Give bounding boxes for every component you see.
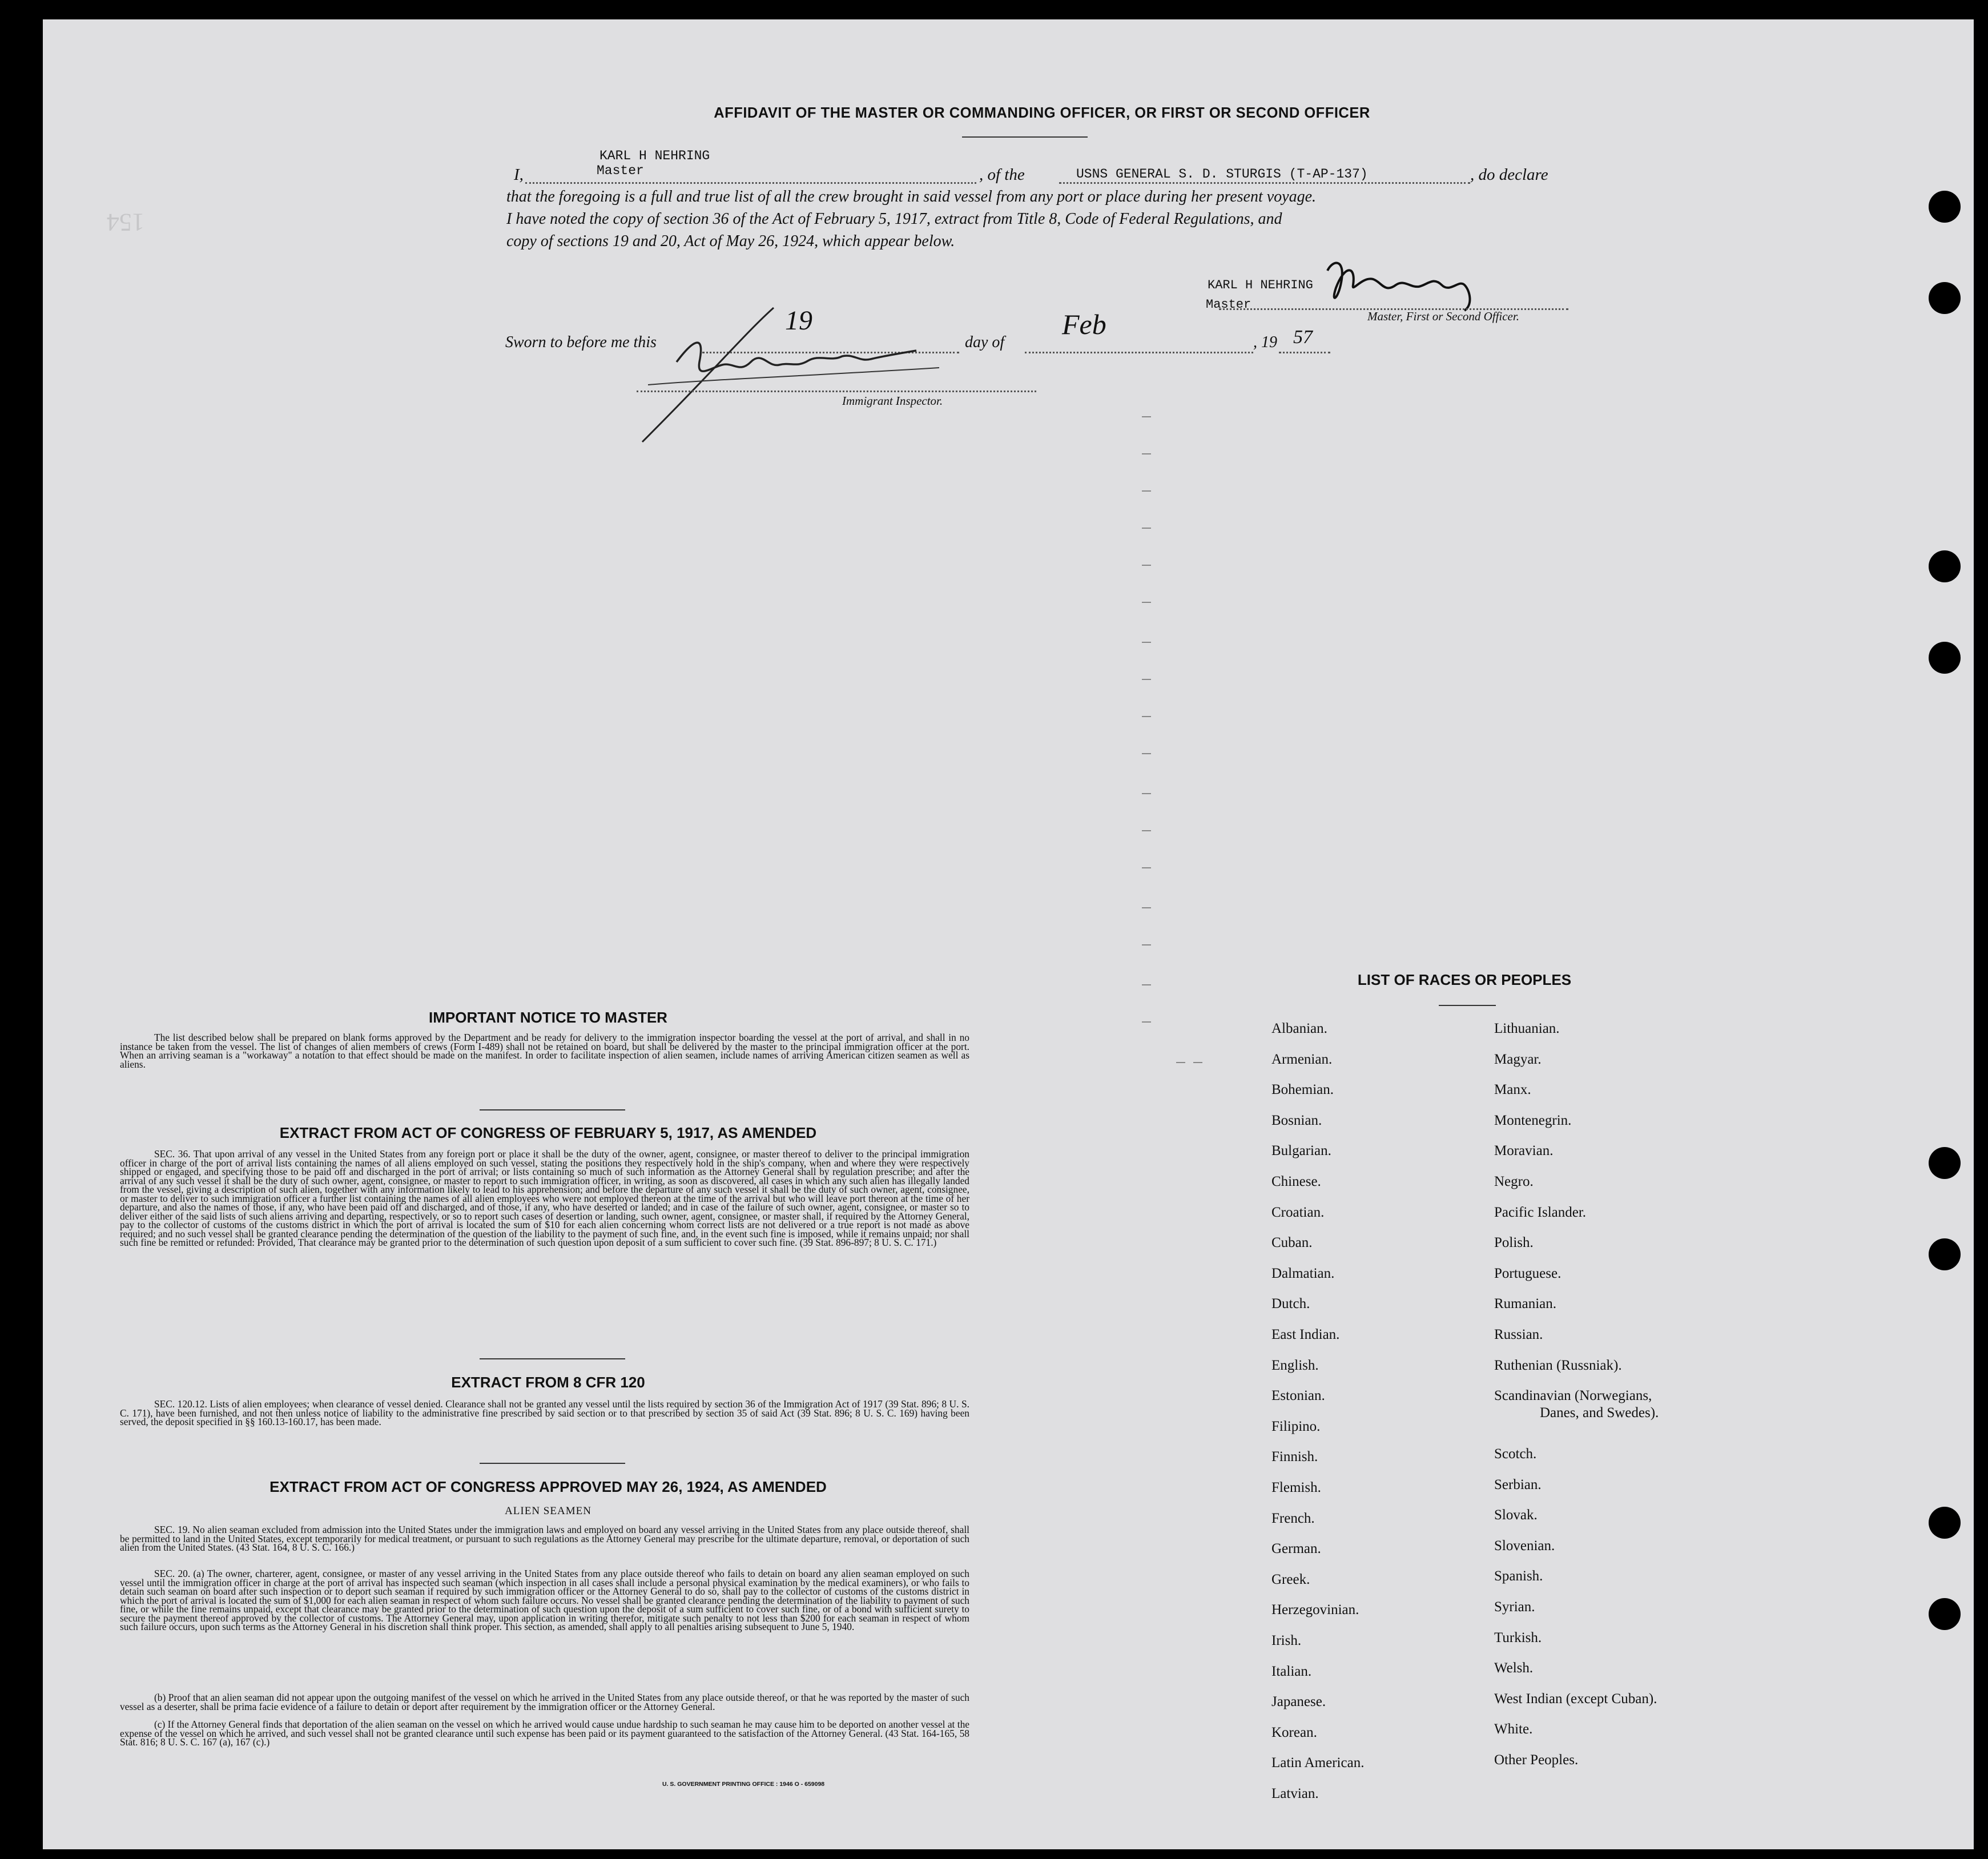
- race-item: Japanese.: [1271, 1694, 1326, 1710]
- divider-1: [480, 1109, 625, 1110]
- race-item: Manx.: [1494, 1082, 1531, 1098]
- race-item: Rumanian.: [1494, 1296, 1557, 1312]
- race-item: Danes, and Swedes).: [1540, 1405, 1659, 1421]
- document-page: [43, 19, 1974, 1849]
- race-item: Cuban.: [1271, 1235, 1313, 1251]
- day-value: 19: [785, 305, 812, 336]
- race-item: White.: [1494, 1721, 1533, 1737]
- race-item: Magyar.: [1494, 1051, 1542, 1067]
- race-item: Pacific Islander.: [1494, 1204, 1587, 1220]
- master-rank: Master: [597, 163, 644, 178]
- extract-1924-subtitle: ALIEN SEAMEN: [505, 1505, 591, 1517]
- divider-2: [480, 1358, 625, 1359]
- punch-hole: [1929, 1147, 1961, 1179]
- of-the-label: , of the: [979, 166, 1025, 184]
- i-label: I,: [514, 166, 524, 184]
- divider-3: [480, 1463, 625, 1464]
- affidavit-line-1: that the foregoing is a full and true list of all the crew brought in said vessel from any port or place during her present voyage.: [506, 188, 1317, 206]
- extract-1917-body: SEC. 36. That upon arrival of any vessel in the United States from any foreign port or place it shall be the duty of the owner, agent, consignee, or master thereof to deliver to the principal immigration officer in charge of the port of arrival lists containing the names of all aliens employed on such vessel, stating the positions they respectively hold in the ship's company, when and where they were respectively shipped or engaged, and specifying those to be paid off and discharged in the port of arrival; or lists containing so much of such information as the Attorney General shall by regulation prescribe; and after the arrival of any such vessel it shall be the duty of such owner, agent, consignee, or master to report to such immigration officer, in writing, as soon as discovered, all cases in which any such alien has illegally landed from the vessel, giving a description of such alien, together with any information likely to lead to his apprehension; and before the departure of any such vessel it shall be the duty of such owner, agent, consignee, or master to deliver to such immigration officer a further list containing the names of all alien employees who were not employed thereon at the time of the arrival but who will leave port thereon at the time of her departure, and also the names of those, if any, who have been paid off and discharged, and of those, if any, who have deserted or landed; and in case of the failure of such owner, agent, consignee, or master so to deliver either of the said lists of such aliens arriving and departing, respectively, or so to report such cases of desertion or landing, such owner, agent, consignee, or master shall, if required by the Attorney General, pay to the collector of customs of the customs district in which the port of arrival is located the sum of $10 for each alien concerning whom correct lists are not delivered or a true report is not made as above required; and no such vessel shall be granted clearance pending the determination of the question of the liability to the payment of such fine, and, in the event such fine is imposed, while it remains unpaid; nor shall such fine be remitted or refunded: Provided, That clearance may be granted prior to the determination of such question upon deposit of a sum sufficient to cover such fine. (39 Stat. 896-897; 8 U. S. C. 171.): [120, 1148, 969, 1248]
- race-item: West Indian (except Cuban).: [1494, 1691, 1657, 1707]
- margin-number: 154: [107, 208, 144, 236]
- faint-tick: [1142, 565, 1151, 566]
- punch-hole: [1929, 191, 1961, 223]
- race-item: Italian.: [1271, 1663, 1312, 1679]
- race-item: Dutch.: [1271, 1296, 1310, 1312]
- inspector-line: [637, 391, 1036, 392]
- affidavit-line-3: copy of sections 19 and 20, Act of May 26, 1924, which appear below.: [506, 232, 955, 250]
- vessel-line: [1059, 182, 1470, 184]
- race-item: Latin American.: [1271, 1755, 1365, 1771]
- race-item: Chinese.: [1271, 1174, 1321, 1189]
- name-line: [525, 182, 976, 184]
- master-stamp-name: KARL H NEHRING: [1208, 278, 1313, 292]
- inspector-caption: Immigrant Inspector.: [842, 394, 943, 408]
- faint-tick: [1176, 1062, 1185, 1063]
- faint-tick: [1142, 528, 1151, 529]
- punch-hole: [1929, 1238, 1961, 1270]
- day-of-label: day of: [965, 333, 1005, 351]
- race-item: Greek.: [1271, 1571, 1310, 1587]
- race-item: Dalmatian.: [1271, 1265, 1335, 1281]
- vessel-name: USNS GENERAL S. D. STURGIS (T-AP-137): [1076, 167, 1368, 182]
- punch-hole: [1929, 550, 1961, 582]
- month-line: [1025, 352, 1253, 353]
- notice-title: IMPORTANT NOTICE TO MASTER: [429, 1009, 667, 1026]
- faint-tick: [1142, 679, 1151, 680]
- printer-imprint: U. S. GOVERNMENT PRINTING OFFICE : 1946 O - 659098: [662, 1781, 825, 1788]
- faint-tick: [1142, 642, 1151, 643]
- race-item: Negro.: [1494, 1174, 1534, 1189]
- race-item: Albanian.: [1271, 1021, 1327, 1036]
- race-item: German.: [1271, 1541, 1321, 1557]
- race-item: Moravian.: [1494, 1143, 1554, 1159]
- punch-hole: [1929, 1507, 1961, 1539]
- race-item: French.: [1271, 1510, 1315, 1526]
- title-rule: [962, 136, 1088, 138]
- race-item: Scotch.: [1494, 1446, 1537, 1462]
- race-item: Bosnian.: [1271, 1112, 1322, 1128]
- race-item: Montenegrin.: [1494, 1112, 1572, 1128]
- race-item: Irish.: [1271, 1633, 1302, 1648]
- extract-cfr-title: EXTRACT FROM 8 CFR 120: [451, 1374, 645, 1391]
- faint-tick: [1142, 944, 1151, 945]
- race-item: Croatian.: [1271, 1204, 1325, 1220]
- races-rule: [1439, 1005, 1496, 1006]
- extract-1924-sec19: SEC. 19. No alien seaman excluded from admission into the United States under the immigration laws and employed on board any vessel arriving in the United States from any place outside thereof, shall be permitted to land in the United States, except temporarily for medical treatment, or pursuant to such regulations as the Attorney General may prescribe for the ultimate departure, removal, or deportation of such alien from the United States. (43 Stat. 164, 8 U. S. C. 166.): [120, 1524, 969, 1553]
- sworn-label: Sworn to before me this: [505, 333, 657, 351]
- month-value: Feb: [1062, 308, 1106, 340]
- race-item: Slovenian.: [1494, 1538, 1555, 1554]
- faint-tick: [1142, 907, 1151, 908]
- faint-tick: [1142, 453, 1151, 454]
- do-declare-label: , do declare: [1470, 166, 1548, 184]
- race-item: Filipino.: [1271, 1418, 1321, 1434]
- race-item: Scandinavian (Norwegians,: [1494, 1388, 1652, 1404]
- year-value: 57: [1293, 327, 1313, 348]
- race-item: Portuguese.: [1494, 1265, 1562, 1281]
- races-title: LIST OF RACES OR PEOPLES: [1357, 971, 1572, 988]
- affidavit-title: AFFIDAVIT OF THE MASTER OR COMMANDING OFFICER, OR FIRST OR SECOND OFFICER: [714, 105, 1370, 121]
- race-item: Finnish.: [1271, 1449, 1318, 1465]
- race-item: Welsh.: [1494, 1660, 1534, 1676]
- race-item: Turkish.: [1494, 1629, 1542, 1645]
- faint-tick: [1142, 602, 1151, 603]
- faint-tick: [1142, 753, 1151, 754]
- race-item: Lithuanian.: [1494, 1021, 1560, 1036]
- race-item: Ruthenian (Russniak).: [1494, 1357, 1622, 1373]
- faint-tick: [1142, 830, 1151, 831]
- extract-1924-sec20b: (b) Proof that an alien seaman did not appear upon the outgoing manifest of the vessel on which he arrived in the United States from any place outside thereof, or that he was reported by the master of such vessel as a deserter, shall be prima facie evidence of a failure to detain or deport after requirement by the immigration officer or the Attorney General.: [120, 1692, 969, 1712]
- punch-hole: [1929, 642, 1961, 674]
- race-item: Serbian.: [1494, 1476, 1542, 1492]
- race-item: Herzegovinian.: [1271, 1602, 1359, 1618]
- faint-tick: [1142, 490, 1151, 492]
- punch-hole: [1929, 1598, 1961, 1630]
- inspector-signature: [631, 299, 951, 448]
- race-item: Latvian.: [1271, 1786, 1319, 1801]
- extract-1924-sec20c: (c) If the Attorney General finds that deportation of the alien seaman on the vessel on which he arrived would cause undue hardship to such seaman he may cause him to be deported on another vessel at the expense of the vessel on which he arrived, and such vessel shall not be granted clearance until such expense has been paid or its payment guaranteed to the satisfaction of the Attorney General. (43 Stat. 164-165, 58 Stat. 816; 8 U. S. C. 167 (a), 167 (c).): [120, 1719, 969, 1748]
- faint-tick: [1142, 716, 1151, 717]
- year-line: [1279, 352, 1330, 353]
- faint-tick: [1142, 1021, 1151, 1023]
- extract-1924-sec20a: SEC. 20. (a) The owner, charterer, agent, consignee, or master of any vessel arriving in the United States from any place outside thereof who fails to detain on board any alien seaman employed on such vessel until the immigration officer in charge at the port of arrival has inspected such seaman (which inspection in all cases shall include a personal physical examination by the medical examiners), or who fails to detain such seaman on board after such inspection or to deport such seaman if required by such immigration officer or the Attorney General to do so, shall pay to the collector of customs of the customs district in which the port of arrival is located the sum of $1,000 for each alien seaman in respect of whom such failure occurs. No vessel shall be granted clearance pending the determination of the liability to payment of such fine, or while the fine remains unpaid, except that clearance may be granted prior to the determination of such question upon the deposit of a sum sufficient to cover such fine, or of a bond with sufficient surety to secure the payment thereof approved by the collector of customs. The Attorney General may, upon application in writing therefor, mitigate such penalty to not less than $200 for each seaman in respect of whom such failure occurs, upon such terms as the Attorney General in his discretion shall think proper. This section, as amended, shall apply to all penalties arising subsequent to June 5, 1940.: [120, 1568, 969, 1632]
- faint-tick: [1142, 416, 1151, 417]
- race-item: Korean.: [1271, 1724, 1317, 1740]
- notice-body: The list described below shall be prepared on blank forms approved by the Department and be ready for delivery to the immigration inspector boarding the vessel at the port of arrival, and shall in no instance be taken from the vessel. The list of changes of alien members of crews (Form I-489) shall not be retained on board, but shall be delivered by the master to the principal immigration officer at the port. When an arriving seaman is a "workaway" a notation to that effect should be made on the manifest. In order to facilitate inspection of alien seamen, include names of arriving American citizen seamen as well as aliens.: [120, 1032, 969, 1070]
- master-stamp-rank: Master: [1206, 297, 1251, 312]
- race-item: Syrian.: [1494, 1599, 1535, 1615]
- year-prefix: , 19: [1253, 333, 1277, 351]
- race-item: Flemish.: [1271, 1480, 1321, 1495]
- punch-hole: [1929, 282, 1961, 314]
- faint-tick: [1142, 793, 1151, 794]
- affidavit-line-2: I have noted the copy of section 36 of the Act of February 5, 1917, extract from Title 8, Code of Federal Regulations, and: [506, 210, 1282, 228]
- race-item: Polish.: [1494, 1235, 1534, 1251]
- faint-tick: [1142, 867, 1151, 868]
- faint-tick: [1193, 1062, 1202, 1063]
- signature-caption: Master, First or Second Officer.: [1367, 309, 1519, 323]
- race-item: Other Peoples.: [1494, 1752, 1579, 1768]
- race-item: East Indian.: [1271, 1327, 1340, 1342]
- faint-tick: [1142, 984, 1151, 985]
- race-item: Russian.: [1494, 1327, 1543, 1342]
- master-name: KARL H NEHRING: [599, 148, 710, 163]
- race-item: Spanish.: [1494, 1568, 1543, 1584]
- race-item: Estonian.: [1271, 1388, 1325, 1404]
- race-item: English.: [1271, 1357, 1319, 1373]
- extract-1924-title: EXTRACT FROM ACT OF CONGRESS APPROVED MAY 26, 1924, AS AMENDED: [269, 1478, 827, 1495]
- race-item: Armenian.: [1271, 1051, 1333, 1067]
- race-item: Bohemian.: [1271, 1082, 1334, 1098]
- race-item: Slovak.: [1494, 1507, 1538, 1523]
- master-signature: [1310, 254, 1516, 316]
- extract-cfr-body: SEC. 120.12. Lists of alien employees; when clearance of vessel denied. Clearance shall not be granted any vessel until the lists required by section 36 of the Immigration Act of 1917 (39 Stat. 896; 8 U. S. C. 171), have been furnished, and not then unless notice of liability to the administrative fine prescribed by said section or to that prescribed by section 35 of said Act (39 Stat. 896; 8 U. S. C. 169) having been served, the deposit specified in §§ 160.13-160.17, has been made.: [120, 1398, 969, 1427]
- race-item: Bulgarian.: [1271, 1143, 1331, 1159]
- extract-1917-title: EXTRACT FROM ACT OF CONGRESS OF FEBRUARY 5, 1917, AS AMENDED: [279, 1124, 817, 1141]
